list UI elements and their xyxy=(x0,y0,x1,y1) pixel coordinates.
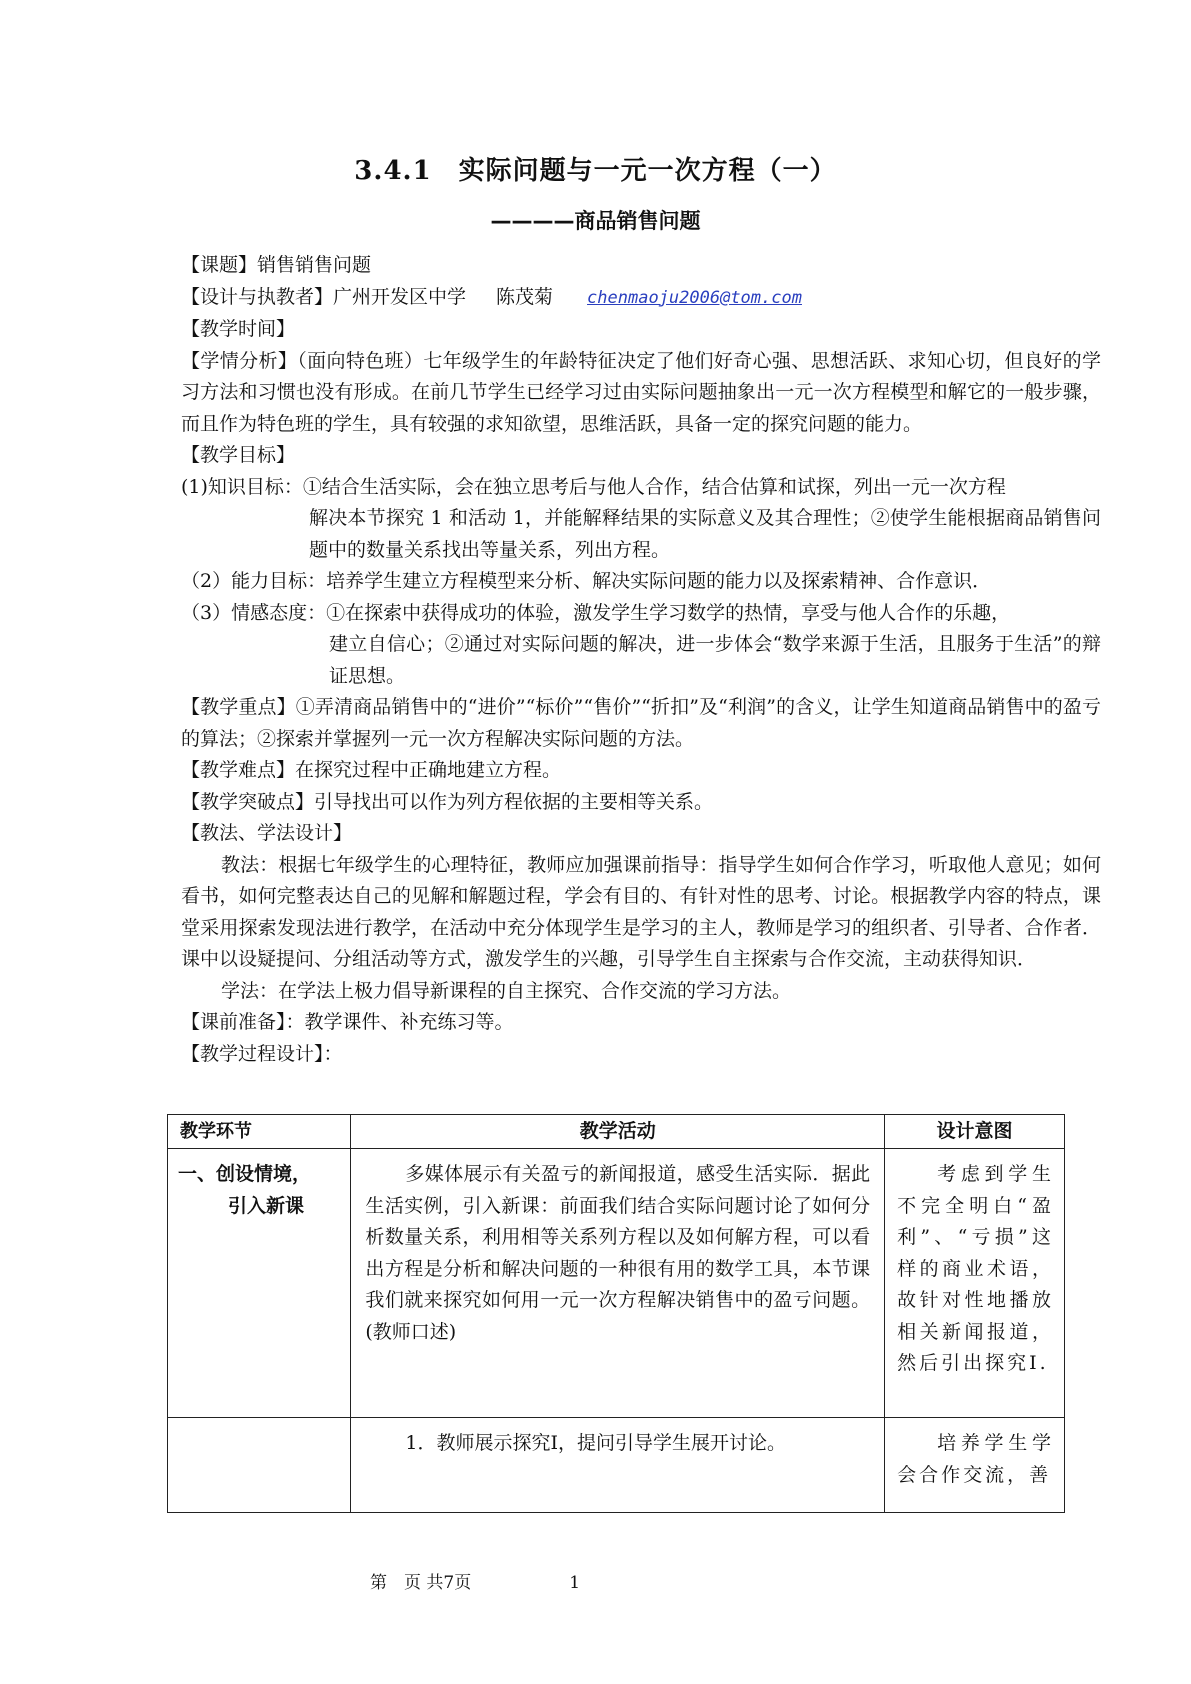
activity-text: 1．教师展示探究Ⅰ，提问引导学生展开讨论。 xyxy=(405,1432,786,1454)
designer-line xyxy=(181,282,1101,315)
designer-name: 陈茂菊 xyxy=(496,285,554,308)
page-subtitle: ————商品销售问题 xyxy=(490,209,701,233)
breakthrough: 【教学突破点】引导找出可以作为列方程依据的主要相等关系。 xyxy=(181,790,714,813)
stage-cell xyxy=(168,1149,351,1418)
key-points: 【教学重点】①弄清商品销售中的“进价”“标价”“售价”“折扣”及“利润”的含义，让学生知道商品销售中的盈亏的算法；②探索并掌握列一元一次方程解决实际问题的方法。 xyxy=(181,696,1101,750)
designer-email-link[interactable]: chenmaoju2006@tom.com xyxy=(587,287,802,308)
goal-knowledge-head: (1)知识目标：①结合生活实际，会在独立思考后与他人合作，结合估算和试探，列出一元一次方程 xyxy=(181,475,1006,498)
table-row xyxy=(168,1418,1065,1513)
page-footer xyxy=(370,1568,580,1593)
document-body xyxy=(181,250,1101,1070)
designer-label: 【设计与执教者】广州开发区中学 xyxy=(181,285,467,308)
goal-emotion-rest: 建立自信心；②通过对实际问题的解决，进一步体会“数学来源于生活，且服务于生活”的辩证思想。 xyxy=(329,633,1101,687)
footer-page-count: 第 页 共7页 xyxy=(370,1573,472,1593)
goals-label: 【教学目标】 xyxy=(181,444,296,466)
intent-text: 培养学生学会合作交流，善 xyxy=(897,1432,1054,1486)
methods-label: 【教法、学法设计】 xyxy=(181,822,353,844)
teach-method: 教法：根据七年级学生的心理特征，教师应加强课前指导：指导学生如何合作学习，听取他人意见；如何看书，如何完整表达自己的见解和解题过程，学会有目的、有针对性的思考、讨论。根据教学内容的特点，课堂采用探索发现法进行教学，在活动中充分体现学生是学习的主人，教师是学习的组织者、引导者、合作者．课中以设疑提问、分组活动等方式，激发学生的兴趣，引导学生自主探索与合作交流，主动获得知识． xyxy=(181,853,1101,970)
header-stage: 教学环节 xyxy=(168,1115,351,1149)
intent-cell xyxy=(885,1418,1065,1513)
footer-page-number: 1 xyxy=(569,1573,581,1593)
table-row xyxy=(168,1149,1065,1418)
stage-cell-empty xyxy=(168,1418,351,1513)
activity-cell xyxy=(351,1149,885,1418)
goal-knowledge-rest: 解决本节探究 1 和活动 1，并能解释结果的实际意义及其合理性；②使学生能根据商品销售问题中的数量关系找出等量关系，列出方程。 xyxy=(309,507,1101,561)
analysis-paragraph: 【学情分析】（面向特色班）七年级学生的年龄特征决定了他们好奇心强、思想活跃、求知心切，但良好的学习方法和习惯也没有形成。在前几节学生已经学习过由实际问题抽象出一元一次方程模型和解它的一般步骤，而且作为特色班的学生，具有较强的求知欲望，思维活跃，具备一定的探究问题的能力。 xyxy=(181,349,1101,435)
difficulty: 【教学难点】在探究过程中正确地建立方程。 xyxy=(181,759,562,781)
goal-ability: （2）能力目标：培养学生建立方程模型来分析、解决实际问题的能力以及探索精神、合作意识． xyxy=(181,570,992,592)
topic-line: 【课题】销售销售问题 xyxy=(181,254,372,276)
stage-title-b: 引入新课 xyxy=(228,1194,305,1217)
teaching-process-table xyxy=(167,1114,1065,1513)
time-label: 【教学时间】 xyxy=(181,318,296,340)
process-label: 【教学过程设计】： xyxy=(181,1042,343,1065)
learn-method: 学法：在学法上极力倡导新课程的自主探究、合作交流的学习方法。 xyxy=(221,979,792,1002)
intent-cell xyxy=(885,1149,1065,1418)
header-intent: 设计意图 xyxy=(885,1115,1065,1149)
activity-cell xyxy=(351,1418,885,1513)
stage-title-a: 一、创设情境， xyxy=(178,1163,312,1185)
header-activity: 教学活动 xyxy=(351,1115,885,1149)
intent-text: 考虑到学生不完全明白“盈利”、“亏损”这样的商业术语，故针对性地播放相关新闻报道，然后引出探究Ⅰ. xyxy=(897,1163,1054,1374)
goal-emotion-head: （3）情感态度：①在探索中获得成功的体验，激发学生学习数学的热情，享受与他人合作的乐趣， xyxy=(181,601,1011,624)
activity-text: 多媒体展示有关盈亏的新闻报道，感受生活实际．据此生活实例，引入新课：前面我们结合实际问题讨论了如何分析数量关系，利用相等关系列方程以及如何解方程，可以看出方程是分析和解决问题的一种很有用的数学工具，本节课我们就来探究如何用一元一次方程解决销售中的盈亏问题。(教师口述) xyxy=(365,1163,871,1343)
prep-line: 【课前准备】：教学课件、补充练习等。 xyxy=(181,1011,514,1033)
page-title: 3.4.1 实际问题与一元一次方程（一） xyxy=(354,156,837,186)
table-header-row xyxy=(168,1115,1065,1149)
